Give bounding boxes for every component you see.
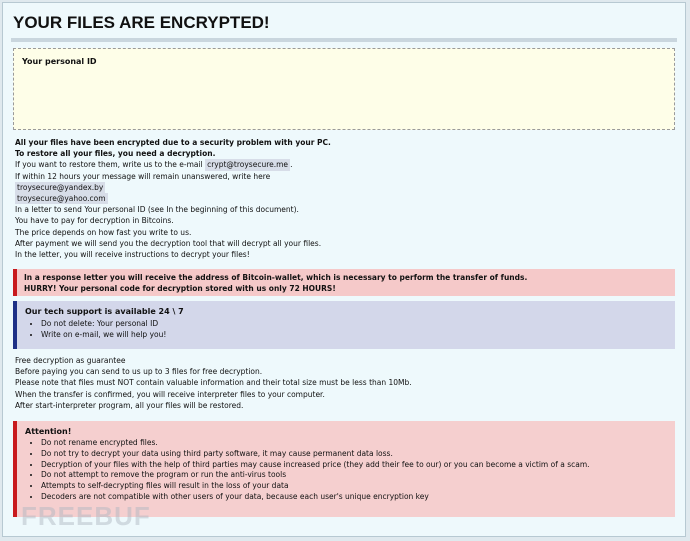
list-item: • Do not delete: Your personal ID — [41, 318, 667, 329]
attention-list — [25, 438, 667, 503]
attention-heading: Attention! — [25, 427, 72, 436]
intro-line-7: The price depends on how fast you write to us. — [15, 227, 192, 237]
intro-line-1: All your files have been encrypted due to a security problem with your PC. — [15, 138, 331, 147]
warning-line-1: In a response letter you will receive the address of Bitcoin-wallet, which is necessary to perform the transfer of funds. — [24, 273, 528, 282]
list-item: • Do not attempt to remove the program or run the anti-virus tools — [41, 470, 667, 481]
list-item: • Do not rename encrypted files. — [41, 438, 667, 449]
email-link-primary[interactable]: crypt@troysecure.me — [207, 160, 289, 170]
support-list — [25, 318, 667, 340]
list-item: • Write on e-mail, we will help you! — [41, 329, 667, 340]
free-line-3: Please note that files must NOT contain valuable information and their total size must be less than 10Mb. — [15, 378, 412, 388]
free-line-1: Free decryption as guarantee — [15, 356, 126, 365]
list-item: • Decoders are not compatible with other users of your data, because each user's unique encryption key — [41, 492, 667, 503]
list-item: • Do not try to decrypt your data using third party software, it may cause permanent data loss. — [41, 449, 667, 460]
email-link-yandex[interactable]: troysecure@yandex.by — [17, 182, 104, 192]
ransom-note-window — [2, 2, 686, 537]
warning-box — [13, 269, 675, 296]
list-item: • Attempts to self-decrypting files will result in the loss of your data — [41, 481, 667, 492]
personal-id-box — [13, 48, 675, 130]
free-line-5: After start-interpreter program, all your files will be restored. — [15, 400, 244, 410]
warning-line-2: HURRY! Your personal code for decryption stored with us only 72 HOURS! — [24, 284, 336, 293]
instructions-text — [15, 137, 675, 260]
list-item: • Decryption of your files with the help of third parties may cause increased price (they add their fee to our) or you can become a victim of a scam. — [41, 460, 667, 471]
watermark-logo: FREEBUF — [21, 501, 151, 531]
intro-line-4: If within 12 hours your message will remain unanswered, write here — [15, 171, 271, 181]
email-link-yahoo[interactable]: troysecure@yahoo.com — [17, 194, 106, 204]
free-line-2: Before paying you can send to us up to 3 files for free decryption. — [15, 367, 263, 377]
page-title: YOUR FILES ARE ENCRYPTED! — [13, 13, 270, 32]
intro-line-8: After payment we will send you the decryption tool that will decrypt all your files. — [15, 238, 322, 248]
title-divider — [11, 38, 677, 42]
intro-line-9: In the letter, you will receive instructions to decrypt your files! — [15, 250, 250, 260]
free-decryption-text — [15, 355, 675, 411]
intro-line-6: You have to pay for decryption in Bitcoins. — [15, 216, 174, 226]
tech-support-box — [13, 301, 675, 349]
personal-id-label: Your personal ID — [22, 57, 97, 66]
intro-line-2: To restore all your files, you need a decryption. — [15, 149, 216, 159]
intro-line-3: If you want to restore them, write us to the e-mail crypt@troysecure.me . — [15, 160, 293, 170]
intro-line-5: In a letter to send Your personal ID (see In the beginning of this document). — [15, 205, 299, 215]
free-line-4: When the transfer is confirmed, you will receive interpreter files to your computer. — [15, 389, 325, 399]
support-heading: Our tech support is available 24 \ 7 — [25, 307, 184, 316]
